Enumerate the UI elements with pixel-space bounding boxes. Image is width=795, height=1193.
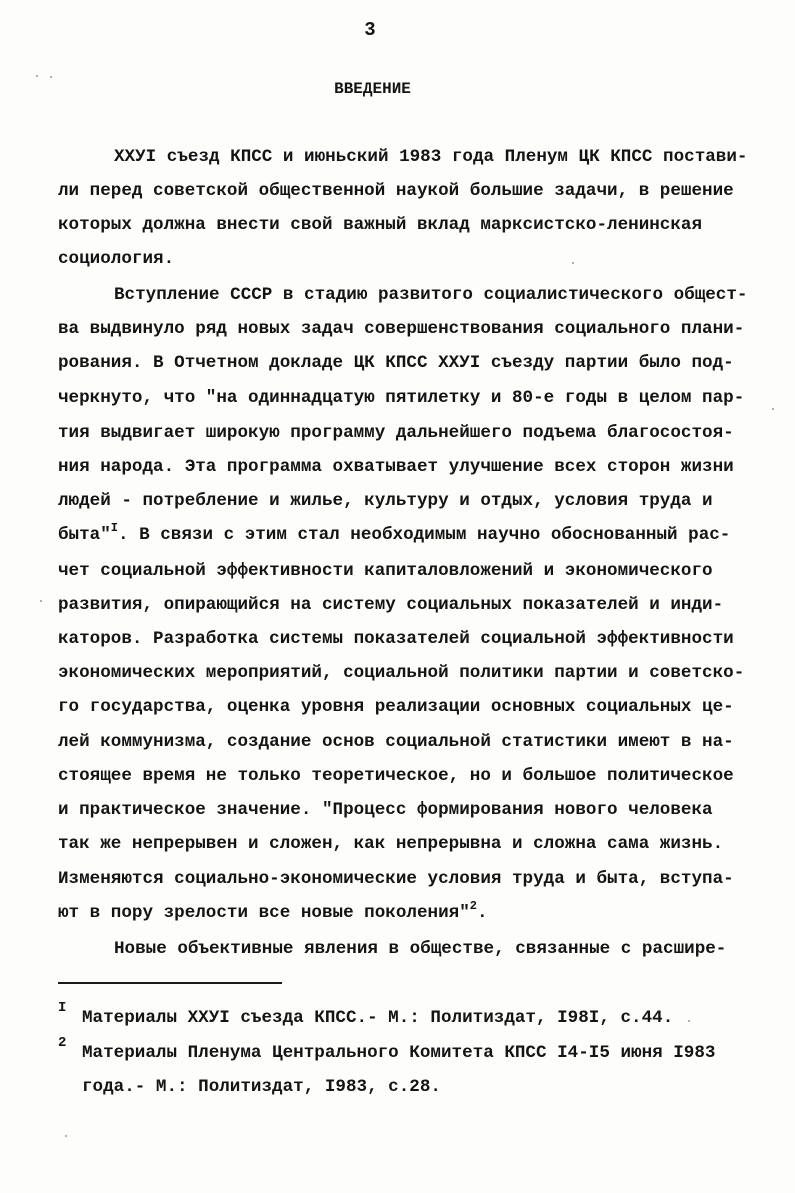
body-line: и практическое значение. "Процесс формирования нового человека (58, 800, 713, 820)
scan-speck (688, 1020, 690, 1022)
body-line: черкнуто, что "на одиннадцатую пятилетку и 80-е годы в целом пар- (58, 388, 745, 408)
body-line: тия выдвигает широкую программу дальнейшего подъема благосостоя- (58, 423, 734, 443)
body-line: так же непрерывен и сложен, как непрерывна и сложна сама жизнь. (58, 834, 724, 854)
body-line: го государства, оценка уровня реализации основных социальных це- (58, 697, 734, 717)
body-line: стоящее время не только теоретическое, но и большое политическое (58, 766, 734, 786)
body-line: ния народа. Эта программа охватывает улучшение всех сторон жизни (58, 457, 734, 477)
footnote-line: Материалы Пленума Центрального Комитета КПСС I4-I5 июня I983 (82, 1043, 716, 1063)
body-line: Изменяются социально-экономические условия труда и быта, вступа- (58, 869, 734, 889)
text-run: ют в пору зрелости все новые поколения" (58, 903, 470, 923)
body-line: которых должна внести свой важный вклад марксистско-ленинская (58, 215, 703, 235)
scan-speck (572, 262, 574, 264)
footnote-marker: I (58, 1000, 67, 1016)
scan-speck (50, 76, 52, 78)
text-run: . (476, 903, 488, 923)
body-line (58, 899, 488, 924)
footnote-ref-1: I (110, 521, 118, 535)
text-run: быта" (58, 525, 111, 545)
body-line: рования. В Отчетном докладе ЦК КПСС ХХУI съезду партии было под- (58, 353, 734, 373)
body-line: социология. (58, 249, 175, 269)
scan-speck (772, 408, 774, 410)
body-line: экономических мероприятий, социальной политики партии и советско- (58, 663, 745, 683)
page-number: 3 (364, 19, 376, 41)
body-line (58, 521, 731, 546)
body-line: чет социальной эффективности капиталовложений и экономического (58, 561, 713, 581)
scan-speck (65, 1135, 67, 1137)
body-line: людей - потребление и жилье, культуру и отдых, условия труда и (58, 491, 713, 511)
body-line: ХХУI съезд КПСС и июньский 1983 года Пленум ЦК КПСС постави- (114, 147, 748, 167)
footnote-line: года.- М.: Политиздат, I983, с.28. (82, 1077, 441, 1097)
section-heading: ВВЕДЕНИЕ (334, 80, 411, 98)
body-line: ва выдвинуло ряд новых задач совершенствования социального плани- (58, 319, 745, 339)
body-line: Вступление СССР в стадию развитого социалистического общест- (114, 285, 748, 305)
footnote-ref-2: 2 (469, 899, 477, 913)
footnote-line: Материалы ХХУI съезда КПСС.- М.: Политиздат, I98I, с.44. (82, 1008, 674, 1028)
scan-speck (36, 75, 38, 77)
footnote-marker: 2 (58, 1035, 67, 1051)
body-line: Новые объективные явления в обществе, связанные с расшире- (114, 939, 727, 959)
body-line: развития, опирающийся на систему социальных показателей и инди- (58, 595, 724, 615)
footnote-separator (58, 982, 282, 984)
scan-speck (40, 600, 42, 602)
body-line: каторов. Разработка системы показателей социальной эффективности (58, 629, 734, 649)
body-line: ли перед советской общественной наукой большие задачи, в решение (58, 181, 734, 201)
text-run: . В связи с этим стал необходимым научно обоснованный рас- (118, 525, 731, 545)
body-line: лей коммунизма, создание основ социальной статистики имеют в на- (58, 732, 734, 752)
